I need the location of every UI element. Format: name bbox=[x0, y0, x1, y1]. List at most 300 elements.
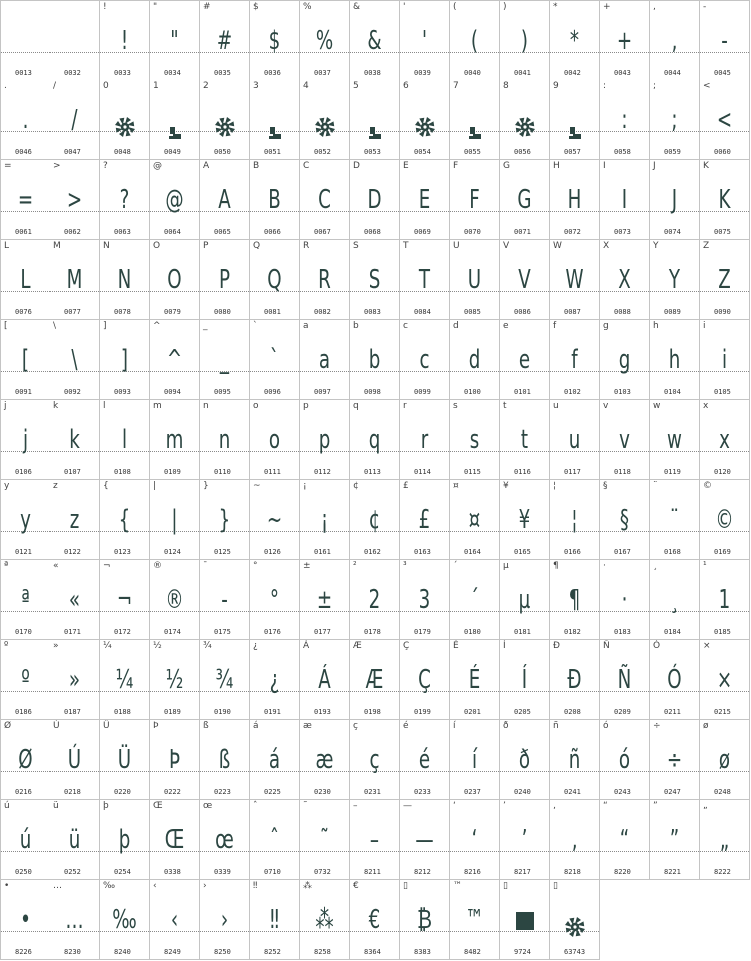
glyph-sample: Ú bbox=[67, 745, 82, 775]
glyph-cell bbox=[100, 480, 150, 560]
glyph-label: ⁂ bbox=[303, 881, 312, 891]
glyph-code: 8252 bbox=[264, 948, 281, 956]
glyph-label: T bbox=[403, 241, 409, 251]
glyph-cell bbox=[650, 560, 700, 640]
glyph-code: 0102 bbox=[564, 388, 581, 396]
glyph-cell bbox=[150, 480, 200, 560]
glyph-sample: ú bbox=[19, 825, 32, 855]
glyph-code: 0120 bbox=[714, 468, 731, 476]
glyph-sample: … bbox=[65, 905, 84, 935]
glyph-cell bbox=[600, 800, 650, 880]
glyph-cell bbox=[500, 80, 550, 160]
glyph-code: 0225 bbox=[264, 788, 281, 796]
glyph-code: 0054 bbox=[414, 148, 431, 156]
glyph-code: 0222 bbox=[164, 788, 181, 796]
glyph-code: 0044 bbox=[664, 69, 681, 77]
glyph-code: 0164 bbox=[464, 548, 481, 556]
glyph-code: 8250 bbox=[214, 948, 231, 956]
glyph-cell bbox=[700, 720, 750, 800]
glyph-cell bbox=[250, 320, 300, 400]
glyph-code: 0032 bbox=[64, 69, 81, 77]
glyph-sample: — bbox=[415, 825, 434, 855]
glyph-cell bbox=[150, 640, 200, 720]
glyph-label: , bbox=[653, 2, 656, 12]
glyph-sample: V bbox=[518, 265, 531, 295]
glyph-label: W bbox=[553, 241, 562, 251]
glyph-code: 0041 bbox=[514, 69, 531, 77]
glyph-cell bbox=[600, 560, 650, 640]
glyph-cell bbox=[350, 80, 400, 160]
flower-icon bbox=[564, 910, 586, 932]
glyph-sample: & bbox=[367, 26, 382, 56]
glyph-label: - bbox=[703, 2, 707, 12]
glyph-label: p bbox=[303, 401, 309, 411]
glyph-code: 0116 bbox=[514, 468, 531, 476]
glyph-cell bbox=[250, 400, 300, 480]
glyph-label: m bbox=[153, 401, 162, 411]
glyph-label: 4 bbox=[303, 81, 309, 91]
glyph-label: ® bbox=[153, 561, 162, 571]
glyph-code: 0174 bbox=[164, 628, 181, 636]
glyph-code: 0071 bbox=[514, 228, 531, 236]
glyph-cell bbox=[200, 160, 250, 240]
glyph-code: 0710 bbox=[264, 868, 281, 876]
glyph-code: 0034 bbox=[164, 69, 181, 77]
glyph-cell bbox=[300, 880, 350, 960]
glyph-label: b bbox=[353, 321, 359, 331]
glyph-sample: y bbox=[20, 505, 31, 535]
glyph-label: ” bbox=[653, 801, 658, 811]
glyph-label: § bbox=[603, 481, 608, 491]
glyph-code: 0175 bbox=[214, 628, 231, 636]
glyph-cell bbox=[250, 720, 300, 800]
glyph-cell bbox=[450, 320, 500, 400]
glyph-cell bbox=[50, 240, 100, 320]
glyph-sample: Ñ bbox=[617, 665, 632, 695]
glyph-cell bbox=[550, 800, 600, 880]
glyph-code: 0182 bbox=[564, 628, 581, 636]
glyph-label: ¼ bbox=[103, 641, 112, 651]
glyph-cell bbox=[450, 720, 500, 800]
glyph-cell bbox=[250, 0, 300, 81]
boot-icon bbox=[267, 113, 283, 129]
glyph-sample: > bbox=[66, 185, 83, 215]
glyph-label: < bbox=[703, 81, 711, 91]
glyph-sample: p bbox=[318, 425, 331, 455]
glyph-sample: ¥ bbox=[518, 505, 531, 535]
glyph-label: E bbox=[403, 161, 409, 171]
glyph-cell bbox=[0, 800, 51, 880]
glyph-sample: : bbox=[621, 105, 628, 135]
glyph-label: 8 bbox=[503, 81, 509, 91]
glyph-label: – bbox=[353, 801, 358, 811]
glyph-label: þ bbox=[103, 801, 109, 811]
glyph-cell bbox=[700, 800, 750, 880]
glyph-sample: ~ bbox=[266, 505, 283, 535]
glyph-sample: ½ bbox=[165, 665, 184, 695]
glyph-code: 0162 bbox=[364, 548, 381, 556]
glyph-sample: ” bbox=[669, 825, 680, 855]
glyph-code: 0051 bbox=[264, 148, 281, 156]
glyph-cell bbox=[200, 0, 250, 81]
glyph-code: 0065 bbox=[214, 228, 231, 236]
glyph-cell bbox=[300, 560, 350, 640]
glyph-cell bbox=[300, 400, 350, 480]
glyph-label: Ü bbox=[103, 721, 110, 731]
glyph-code: 0220 bbox=[114, 788, 131, 796]
glyph-cell bbox=[400, 800, 450, 880]
glyph-label: · bbox=[603, 561, 606, 571]
glyph-code: 0122 bbox=[64, 548, 81, 556]
glyph-label: D bbox=[353, 161, 360, 171]
glyph-code: 0114 bbox=[414, 468, 431, 476]
glyph-label: ó bbox=[603, 721, 609, 731]
glyph-label: ø bbox=[703, 721, 709, 731]
glyph-label: ˜ bbox=[303, 801, 308, 811]
glyph-code: 0059 bbox=[664, 148, 681, 156]
glyph-cell bbox=[0, 880, 51, 960]
glyph-sample: Đ bbox=[567, 665, 582, 695]
glyph-code: 0119 bbox=[664, 468, 681, 476]
glyph-cell bbox=[0, 400, 51, 480]
square-icon bbox=[516, 912, 534, 930]
glyph-code: 0048 bbox=[114, 148, 131, 156]
glyph-label: ± bbox=[303, 561, 311, 571]
glyph-sample: º bbox=[21, 665, 30, 695]
glyph-sample bbox=[500, 900, 549, 940]
glyph-label: B bbox=[253, 161, 260, 171]
glyph-label: q bbox=[353, 401, 359, 411]
glyph-cell bbox=[200, 880, 250, 960]
glyph-cell bbox=[350, 240, 400, 320]
glyph-cell bbox=[650, 720, 700, 800]
glyph-code: 0123 bbox=[114, 548, 131, 556]
boot-icon bbox=[567, 113, 583, 129]
glyph-code: 0109 bbox=[164, 468, 181, 476]
glyph-label: Q bbox=[253, 241, 261, 251]
flower-icon bbox=[114, 110, 136, 132]
glyph-code: 0055 bbox=[464, 148, 481, 156]
glyph-code: 0186 bbox=[15, 708, 32, 716]
glyph-sample: ß bbox=[218, 745, 231, 775]
glyph-sample: W bbox=[565, 265, 584, 295]
glyph-sample: C bbox=[318, 185, 331, 215]
glyph-sample bbox=[350, 100, 399, 140]
glyph-label: P bbox=[203, 241, 209, 251]
glyph-sample: ˜ bbox=[319, 825, 330, 855]
glyph-code: 63743 bbox=[564, 948, 586, 956]
glyph-cell bbox=[650, 80, 700, 160]
glyph-sample: Á bbox=[318, 665, 331, 695]
glyph-cell bbox=[150, 80, 200, 160]
glyph-cell bbox=[200, 640, 250, 720]
glyph-sample: ( bbox=[470, 26, 479, 56]
glyph-sample: D bbox=[367, 185, 382, 215]
glyph-label: µ bbox=[503, 561, 509, 571]
glyph-cell bbox=[0, 80, 51, 160]
glyph-code: 0216 bbox=[15, 788, 32, 796]
glyph-cell bbox=[50, 880, 100, 960]
glyph-code: 8211 bbox=[364, 868, 381, 876]
glyph-label: ~ bbox=[253, 481, 261, 491]
glyph-cell bbox=[650, 800, 700, 880]
glyph-sample: ¨ bbox=[669, 505, 680, 535]
glyph-sample: Y bbox=[668, 265, 681, 295]
glyph-label: o bbox=[253, 401, 259, 411]
glyph-sample: Ó bbox=[667, 665, 682, 695]
glyph-label: ‘ bbox=[453, 801, 456, 811]
glyph-cell bbox=[300, 800, 350, 880]
glyph-code: 0732 bbox=[314, 868, 331, 876]
glyph-cell bbox=[550, 560, 600, 640]
glyph-cell bbox=[50, 800, 100, 880]
glyph-label: _ bbox=[203, 321, 208, 331]
glyph-label: ) bbox=[503, 2, 507, 12]
glyph-label: Ñ bbox=[603, 641, 610, 651]
glyph-sample: ' bbox=[421, 26, 428, 56]
glyph-label: ‰ bbox=[103, 881, 116, 891]
glyph-cell bbox=[150, 800, 200, 880]
glyph-code: 0163 bbox=[414, 548, 431, 556]
glyph-code: 8212 bbox=[414, 868, 431, 876]
glyph-cell bbox=[250, 240, 300, 320]
glyph-sample: 2 bbox=[368, 585, 381, 615]
glyph-sample: Þ bbox=[168, 745, 181, 775]
glyph-sample: ₿ bbox=[416, 905, 433, 935]
glyph-cell bbox=[550, 400, 600, 480]
glyph-cell bbox=[300, 320, 350, 400]
glyph-code: 0171 bbox=[64, 628, 81, 636]
glyph-sample: © bbox=[715, 505, 734, 535]
glyph-code: 0124 bbox=[164, 548, 181, 556]
glyph-code: 0070 bbox=[464, 228, 481, 236]
glyph-cell bbox=[200, 720, 250, 800]
glyph-cell bbox=[50, 160, 100, 240]
glyph-code: 0233 bbox=[414, 788, 431, 796]
glyph-sample: v bbox=[619, 425, 630, 455]
glyph-sample: ¦ bbox=[571, 505, 578, 535]
glyph-sample: ˆ bbox=[269, 825, 280, 855]
glyph-sample: · bbox=[621, 585, 628, 615]
glyph-label: [ bbox=[4, 321, 8, 331]
glyph-code: 0243 bbox=[614, 788, 631, 796]
glyph-sample: S bbox=[368, 265, 381, 295]
glyph-code: 0241 bbox=[564, 788, 581, 796]
glyph-sample: l bbox=[121, 425, 128, 455]
glyph-label: © bbox=[703, 481, 712, 491]
glyph-label: { bbox=[103, 481, 109, 491]
glyph-cell bbox=[50, 640, 100, 720]
glyph-code: 0338 bbox=[164, 868, 181, 876]
glyph-code: 0176 bbox=[264, 628, 281, 636]
glyph-label: J bbox=[653, 161, 656, 171]
glyph-cell bbox=[200, 560, 250, 640]
glyph-cell bbox=[550, 480, 600, 560]
glyph-cell bbox=[650, 480, 700, 560]
glyph-sample: ¿ bbox=[269, 665, 280, 695]
glyph-label: ¾ bbox=[203, 641, 212, 651]
glyph-label: S bbox=[353, 241, 359, 251]
glyph-sample: K bbox=[718, 185, 731, 215]
glyph-sample: @ bbox=[165, 185, 184, 215]
glyph-label: œ bbox=[203, 801, 213, 811]
glyph-sample: ¬ bbox=[116, 585, 133, 615]
glyph-label: = bbox=[4, 161, 12, 171]
glyph-code: 0178 bbox=[364, 628, 381, 636]
glyph-code: 0169 bbox=[714, 548, 731, 556]
glyph-label: z bbox=[53, 481, 58, 491]
glyph-code: 0190 bbox=[214, 708, 231, 716]
glyph-cell bbox=[400, 640, 450, 720]
glyph-sample bbox=[100, 100, 149, 140]
glyph-cell bbox=[600, 160, 650, 240]
glyph-label: # bbox=[203, 2, 211, 12]
glyph-sample: E bbox=[418, 185, 431, 215]
glyph-cell bbox=[0, 0, 51, 81]
glyph-code: 0060 bbox=[714, 148, 731, 156]
glyph-sample: Æ bbox=[365, 665, 384, 695]
glyph-label: ² bbox=[353, 561, 357, 571]
glyph-cell bbox=[250, 160, 300, 240]
glyph-label: 3 bbox=[253, 81, 259, 91]
glyph-sample: ; bbox=[671, 105, 678, 135]
glyph-code: 0211 bbox=[664, 708, 681, 716]
glyph-sample: n bbox=[218, 425, 231, 455]
glyph-label: ▯ bbox=[503, 881, 508, 891]
glyph-code: 0104 bbox=[664, 388, 681, 396]
glyph-sample: e bbox=[518, 345, 531, 375]
glyph-label: ] bbox=[103, 321, 107, 331]
glyph-cell bbox=[550, 720, 600, 800]
glyph-code: 0201 bbox=[464, 708, 481, 716]
glyph-label: ¦ bbox=[553, 481, 557, 491]
glyph-code: 0096 bbox=[264, 388, 281, 396]
glyph-sample: T bbox=[418, 265, 431, 295]
glyph-sample: ‹ bbox=[170, 905, 179, 935]
glyph-cell bbox=[500, 160, 550, 240]
glyph-code: 0223 bbox=[214, 788, 231, 796]
glyph-sample: Ø bbox=[18, 745, 33, 775]
glyph-code: 8482 bbox=[464, 948, 481, 956]
glyph-cell bbox=[600, 400, 650, 480]
glyph-label: ¶ bbox=[553, 561, 559, 571]
glyph-sample: ¡ bbox=[320, 505, 329, 535]
glyph-sample: g bbox=[618, 345, 631, 375]
glyph-sample: [ bbox=[21, 345, 30, 375]
glyph-label: Ø bbox=[4, 721, 12, 731]
glyph-sample: ® bbox=[165, 585, 184, 615]
glyph-label: º bbox=[4, 641, 9, 651]
glyph-sample: ¾ bbox=[215, 665, 234, 695]
glyph-sample: ð bbox=[518, 745, 531, 775]
glyph-label: á bbox=[253, 721, 259, 731]
glyph-sample: x bbox=[719, 425, 730, 455]
glyph-sample: ] bbox=[120, 345, 129, 375]
glyph-code: 0107 bbox=[64, 468, 81, 476]
glyph-sample: „ bbox=[719, 825, 730, 855]
glyph-label: j bbox=[4, 401, 7, 411]
glyph-label: + bbox=[603, 2, 611, 12]
glyph-cell bbox=[550, 240, 600, 320]
glyph-label: Þ bbox=[153, 721, 159, 731]
glyph-sample: ¶ bbox=[568, 585, 581, 615]
glyph-code: 0082 bbox=[314, 308, 331, 316]
glyph-sample: a bbox=[318, 345, 331, 375]
glyph-code: 8226 bbox=[15, 948, 32, 956]
glyph-label: h bbox=[653, 321, 659, 331]
glyph-sample: c bbox=[419, 345, 430, 375]
glyph-label: ü bbox=[53, 801, 59, 811]
glyph-cell bbox=[450, 240, 500, 320]
glyph-code: 0230 bbox=[314, 788, 331, 796]
glyph-cell bbox=[600, 480, 650, 560]
glyph-cell bbox=[0, 480, 51, 560]
glyph-cell bbox=[100, 80, 150, 160]
glyph-cell bbox=[600, 0, 650, 81]
glyph-label: í bbox=[453, 721, 456, 731]
glyph-code: 0101 bbox=[514, 388, 531, 396]
glyph-label: Z bbox=[703, 241, 710, 251]
glyph-code: 0089 bbox=[664, 308, 681, 316]
glyph-code: 0092 bbox=[64, 388, 81, 396]
glyph-label: Ç bbox=[403, 641, 410, 651]
glyph-code: 0053 bbox=[364, 148, 381, 156]
glyph-cell bbox=[200, 400, 250, 480]
glyph-sample bbox=[300, 100, 349, 140]
glyph-label: ` bbox=[253, 321, 258, 331]
glyph-sample: q bbox=[368, 425, 381, 455]
glyph-code: 0248 bbox=[714, 788, 731, 796]
glyph-cell bbox=[300, 240, 350, 320]
glyph-cell bbox=[300, 480, 350, 560]
glyph-cell bbox=[100, 160, 150, 240]
glyph-cell bbox=[700, 0, 750, 81]
glyph-sample: ø bbox=[718, 745, 731, 775]
glyph-code: 0081 bbox=[264, 308, 281, 316]
glyph-label: 0 bbox=[103, 81, 109, 91]
glyph-label: R bbox=[303, 241, 310, 251]
glyph-cell bbox=[150, 400, 200, 480]
glyph-code: 0013 bbox=[15, 69, 32, 77]
glyph-sample: ¸ bbox=[669, 585, 680, 615]
glyph-sample: Z bbox=[718, 265, 731, 295]
glyph-code: 0061 bbox=[15, 228, 32, 236]
glyph-sample: I bbox=[621, 185, 628, 215]
glyph-sample: × bbox=[716, 665, 733, 695]
glyph-sample: u bbox=[568, 425, 581, 455]
glyph-code: 0339 bbox=[214, 868, 231, 876]
glyph-sample: P bbox=[218, 265, 230, 295]
glyph-sample: ¢ bbox=[368, 505, 381, 535]
glyph-label: ( bbox=[453, 2, 457, 12]
glyph-cell bbox=[0, 320, 51, 400]
glyph-cell bbox=[450, 80, 500, 160]
glyph-sample: » bbox=[68, 665, 81, 695]
glyph-label: ? bbox=[103, 161, 108, 171]
glyph-sample: < bbox=[716, 105, 733, 135]
glyph-label: t bbox=[503, 401, 507, 411]
glyph-code: 8216 bbox=[464, 868, 481, 876]
glyph-label: 2 bbox=[203, 81, 209, 91]
glyph-sample: 1 bbox=[718, 585, 731, 615]
glyph-sample: ¼ bbox=[115, 665, 134, 695]
glyph-cell bbox=[50, 320, 100, 400]
glyph-sample bbox=[550, 100, 599, 140]
glyph-cell bbox=[500, 720, 550, 800]
glyph-code: 0068 bbox=[364, 228, 381, 236]
glyph-cell bbox=[200, 80, 250, 160]
glyph-code: 0166 bbox=[564, 548, 581, 556]
